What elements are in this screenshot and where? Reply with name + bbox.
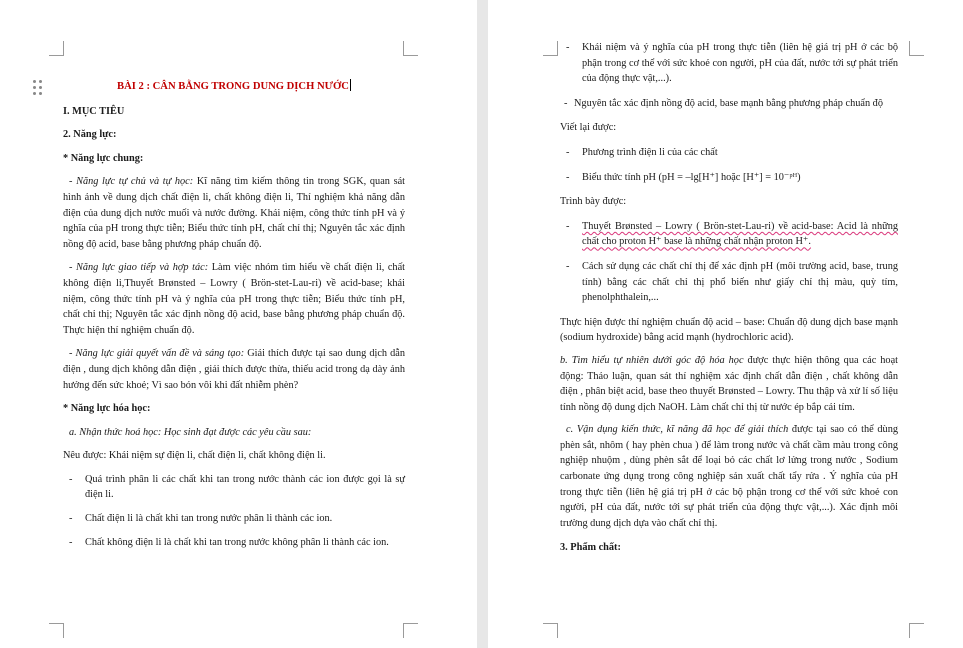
crop-mark-top-left bbox=[543, 41, 558, 56]
text-cursor bbox=[350, 79, 351, 91]
crop-mark-top-right bbox=[403, 41, 418, 56]
paragraph-giao-tiep: - Năng lực giao tiếp và hợp tác: Làm việc nhóm tìm hiểu về chất điện li, chất không điện li,Thuyết Brønsted – Lowry ( Brön-stet-Lau-ri) về acid-base; khái niệm, công thức tính pH và ý nghĩa của pH trong thực tiễn; Biểu thức tính pH, chất chỉ thị; Nguyên tắc xác định nồng độ acid, base bằng phương pháp chuẩn độ. Thực hiện thí nghiệm chuẩn độ. bbox=[63, 262, 406, 336]
crop-mark-bottom-left bbox=[49, 623, 64, 638]
drag-handle-icon[interactable] bbox=[33, 80, 42, 96]
line-trinh-bay: Trình bày được: bbox=[560, 196, 627, 208]
paragraph-van-dung: c. Vận dụng kiến thức, kĩ năng đã học để giải thích được tại sao có thể dùng phèn sắt, nhôm ( hay phèn chua ) để làm trong nước và chất cầm màu trong công nghiệp nhuộm , dùng phèn sắt để loại bỏ các chất lơ lửng trong nước , Sodium carbonate ứng dụng trong công nghiệp sản xuất chất tẩy rửa . Ý nghĩa của pH trong thực tiễn (liên hệ giá trị pH ở các bộ phận trong cơ thể với sức khoẻ con người, pH của đất, nước tới sự phát triển của động thực vật,...). Xác định môi trường dung dịch dựa vào chất chỉ thị. bbox=[560, 424, 898, 529]
list-item: - Chất điện li là chất khi tan trong nước phân li thành các ion. bbox=[69, 513, 333, 525]
list-item: - Quá trình phân li các chất khi tan trong nước thành các ion được gọi là sự điện li. bbox=[69, 473, 405, 501]
line-nhan-thuc: a. Nhận thức hoá học: Học sinh đạt được các yêu cầu sau: bbox=[69, 426, 312, 438]
list-item: - Khái niệm và ý nghĩa của pH trong thực tiễn (liên hệ giá trị pH ở các bộ phận trong cơ thể với sức khoẻ con người, pH của đất, nước tới sự phát triển của động thực vật,...). bbox=[566, 42, 898, 85]
heading-muc-tieu: I. MỤC TIÊU bbox=[63, 105, 125, 117]
paragraph-tu-chu: - Năng lực tự chủ và tự học: Kĩ năng tìm kiếm thông tin trong SGK, quan sát hình ảnh về dung dịch chất điện li, chất không điện li, Thí nghiệm khả năng dẫn điện của dung dịch nước muối và nước đường. Khái niệm, công thức tính pH và ý nghĩa của pH trong thực tiễn; Biểu thức tính pH, chất chỉ thị; Nguyên tắc xác định nồng độ acid, base bằng phương pháp chuẩn độ. bbox=[63, 176, 406, 250]
heading-nang-luc-hoa-hoc: * Năng lực hóa học: bbox=[63, 403, 151, 415]
line-viet-lai: Viết lại được: bbox=[560, 122, 617, 134]
list-item: - Biểu thức tính pH (pH = –lg[H⁺] hoặc [H⁺] = 10⁻ᵖᴴ) bbox=[566, 171, 801, 183]
crop-mark-bottom-right bbox=[909, 623, 924, 638]
paragraph-thuc-hien: Thực hiện được thí nghiệm chuẩn độ acid – base: Chuẩn độ dung dịch base mạnh (sodium hydroxide) bằng acid mạnh (hydrochloric acid). bbox=[560, 316, 898, 344]
page-right-content[interactable] bbox=[560, 40, 898, 556]
list-item: - Phương trình điện li của các chất bbox=[566, 146, 718, 158]
list-item: - Chất không điện li là chất khi tan trong nước không phân li thành các ion. bbox=[69, 536, 389, 548]
document-page-right bbox=[488, 0, 963, 648]
heading-pham-chat: 3. Phẩm chất: bbox=[560, 542, 621, 554]
paragraph-tim-hieu: b. Tìm hiểu tự nhiên dưới góc độ hóa học được thực hiện thông qua các hoạt động: Thảo luận, quan sát thí nghiệm xác định chất dẫn điện , chất không dẫn điện , phân biệt acid, base theo thuyết Brønsted – Lowry. Thu thập và xử lí số liệu tính nồng độ dung dịch NaOH. Làm chất chỉ thị từ nước ép bắp cải tím. bbox=[560, 354, 898, 413]
heading-nang-luc: 2. Năng lực: bbox=[63, 129, 117, 141]
crop-mark-top-left bbox=[49, 41, 64, 56]
list-item: - Nguyên tắc xác định nồng độ acid, base mạnh bằng phương pháp chuẩn độ bbox=[564, 97, 883, 109]
page-left-content[interactable] bbox=[63, 79, 405, 550]
paragraph-giai-quyet: - Năng lực giải quyết vấn đề và sáng tạo: Giải thích được tại sao dung dịch dẫn điện , dung dịch không dẫn điện , giải thích được thừa, thiếu acid trong dạ dày ảnh hưởng đến sức khoẻ; Vì sao bón vôi khi đất nhiễm phèn? bbox=[63, 348, 405, 391]
heading-nang-luc-chung: * Năng lực chung: bbox=[63, 152, 144, 164]
list-item-bronsted: - Thuyết Brønsted – Lowry ( Brön-stet-Lau-ri) về acid-base: Acid là những chất cho proton H⁺ base là những chất nhận proton H⁺. bbox=[566, 220, 898, 248]
list-item: - Cách sử dụng các chất chỉ thị để xác định pH (môi trường acid, base, trung tính) bằng các chất chỉ thị phổ biến như giấy chỉ thị màu, quỳ tím, phenolphthalein,... bbox=[566, 260, 898, 304]
document-page-left bbox=[0, 0, 477, 648]
crop-mark-top-right bbox=[909, 41, 924, 56]
line-neu-duoc: Nêu được: Khái niệm sự điện li, chất điện li, chất không điện li. bbox=[63, 450, 326, 462]
crop-mark-bottom-left bbox=[543, 623, 558, 638]
crop-mark-bottom-right bbox=[403, 623, 418, 638]
lesson-title: BÀI 2 : CÂN BẰNG TRONG DUNG DỊCH NƯỚC bbox=[117, 81, 349, 92]
